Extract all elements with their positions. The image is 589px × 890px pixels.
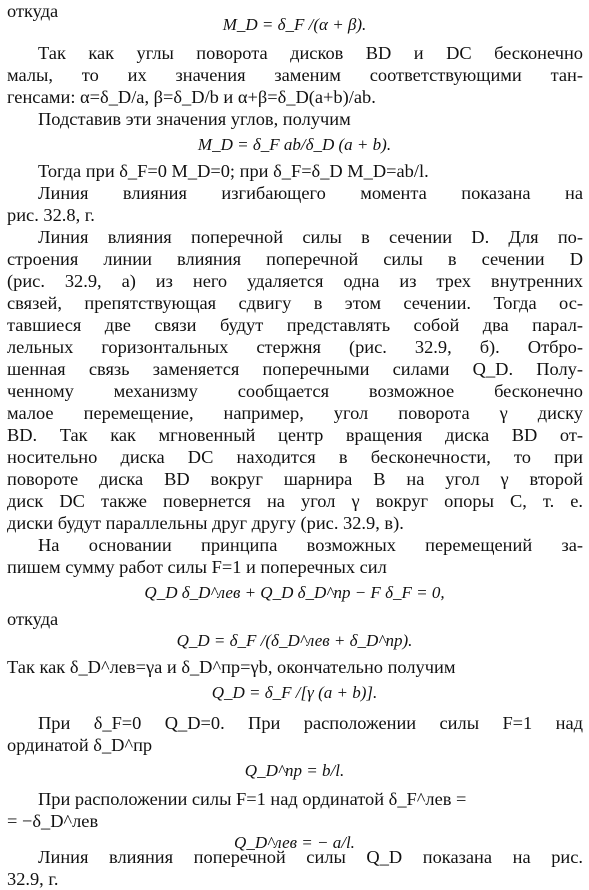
- text-line: малое перемещение, например, угол поворота γ диску: [7, 403, 583, 423]
- text-line: BD. Так как мгновенный центр вращения диска BD от-: [7, 425, 583, 445]
- text-line: (рис. 32.9, а) из него удаляется одна из трех внутренних: [7, 271, 583, 291]
- text-line: Так как углы поворота дисков BD и DC бесконечно: [38, 43, 583, 63]
- text-line: откуда: [7, 1, 59, 21]
- text-line: При расположении силы F=1 над ординатой δ_F^лев =: [38, 789, 467, 809]
- text-line: Так как δ_D^лев=γa и δ_D^пр=γb, окончательно получим: [7, 657, 456, 677]
- text-line: диск DC также повернется на угол γ вокруг опоры C, т. е.: [7, 491, 583, 511]
- formula-qd-right: Q_D^пр = b/l.: [244, 761, 345, 780]
- text-line: повороте диска BD вокруг шарнира B на угол γ второй: [7, 469, 583, 489]
- text-line: ординатой δ_D^пр: [7, 735, 153, 755]
- text-line: рис. 32.8, г.: [7, 205, 95, 225]
- formula-work-sum: Q_D δ_D^лев + Q_D δ_D^пр − F δ_F = 0,: [144, 583, 445, 602]
- formula-qd: Q_D = δ_F /(δ_D^лев + δ_D^пр).: [176, 631, 413, 650]
- text-line: шенная связь заменяется поперечными силами Q_D. Полу-: [7, 359, 583, 379]
- text-line: диски будут параллельны друг другу (рис. 32.9, в).: [7, 513, 404, 533]
- formula-qd-2: Q_D = δ_F /[γ (a + b)].: [211, 683, 378, 702]
- text-line: связей, препятствующая сдвигу в этом сечении. Тогда ос-: [7, 293, 583, 313]
- text-line: Линия влияния изгибающего момента показана на: [38, 183, 583, 203]
- text-line: тавшиеся две связи будут представлять собой два парал-: [7, 315, 583, 335]
- text-line: генсами: α=δ_D/a, β=δ_D/b и α+β=δ_D(a+b)/ab.: [7, 87, 376, 107]
- text-line: Тогда при δ_F=0 M_D=0; при δ_F=δ_D M_D=ab/l.: [38, 161, 429, 181]
- text-line: При δ_F=0 Q_D=0. При расположении силы F=1 над: [38, 713, 583, 733]
- formula-md: M_D = δ_F /(α + β).: [222, 15, 367, 34]
- text-line: малы, то их значения заменим соответствующими тан-: [7, 65, 583, 85]
- text-line: 32.9, г.: [7, 869, 59, 889]
- text-line: носительно диска DC находится в бесконечности, то при: [7, 447, 583, 467]
- text-line: = −δ_D^лев: [7, 811, 99, 831]
- formula-md-2: M_D = δ_F ab/δ_D (a + b).: [197, 135, 392, 154]
- text-line: лельных горизонтальных стержня (рис. 32.9, б). Отбро-: [7, 337, 583, 357]
- text-line: Подставив эти значения углов, получим: [38, 109, 351, 129]
- text-line: пишем сумму работ силы F=1 и поперечных сил: [7, 557, 387, 577]
- text-line: Линия влияния поперечной силы Q_D показана на рис.: [38, 847, 583, 867]
- text-line: На основании принципа возможных перемещений за-: [38, 535, 583, 555]
- text-line: ченному механизму сообщается возможное бесконечно: [7, 381, 583, 401]
- text-line: откуда: [7, 609, 59, 629]
- formula-qd-left: Q_D^лев = − a/l.: [234, 833, 355, 852]
- section-heading-line: Линия влияния поперечной силы в сечении D. Для по-: [38, 227, 583, 247]
- text-line: строения линии влияния поперечной силы в сечении D: [7, 249, 583, 269]
